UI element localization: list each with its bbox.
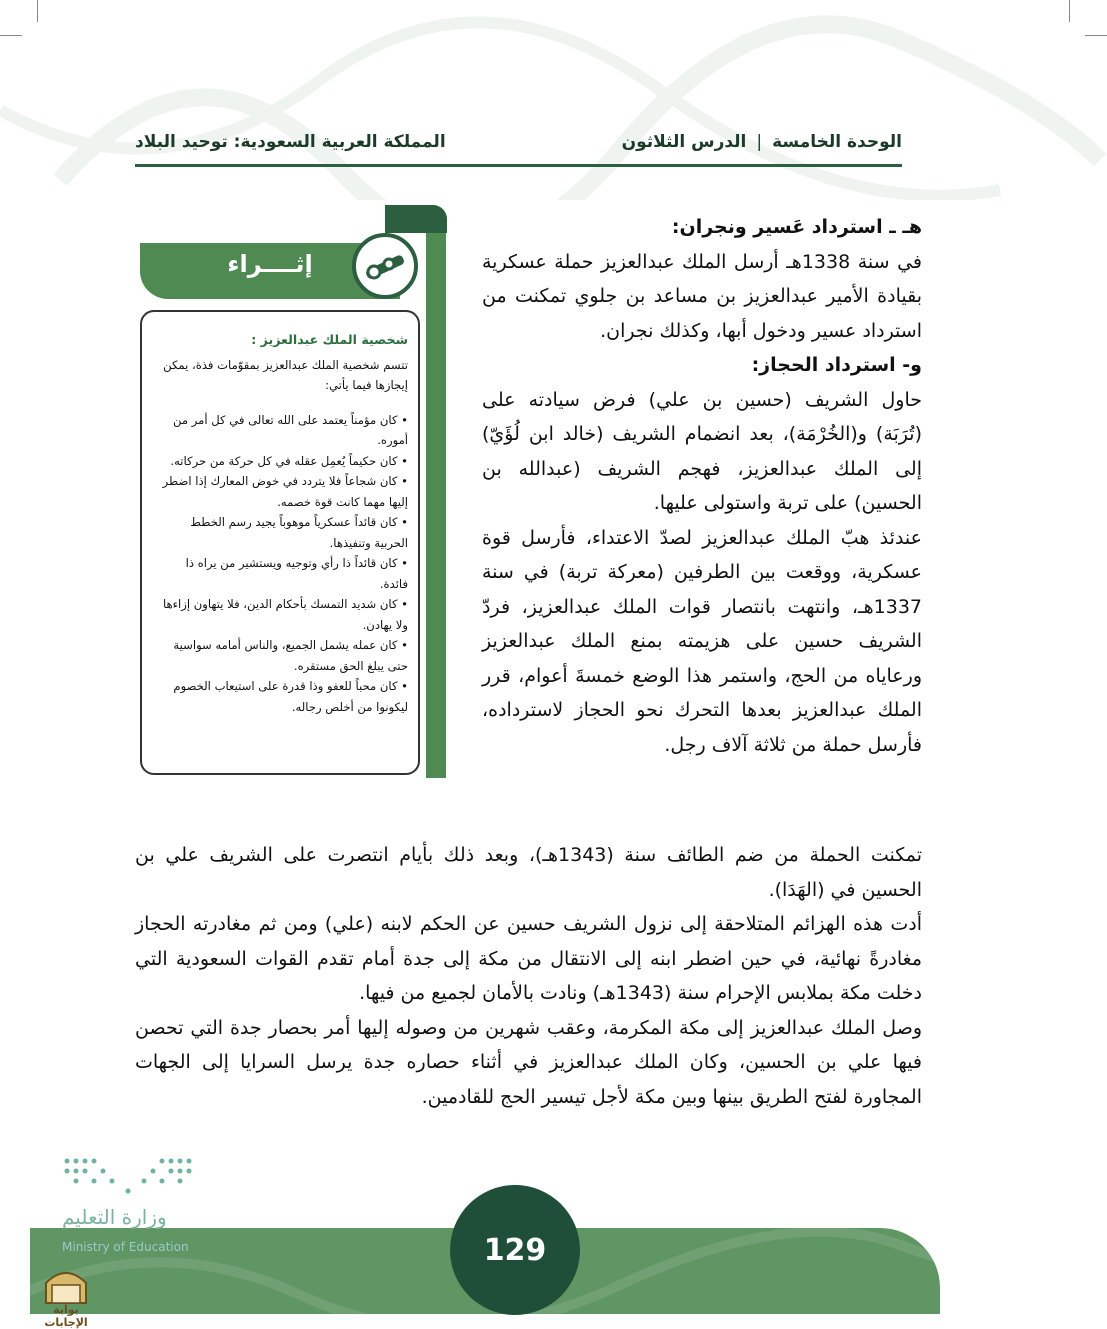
list-item: • كان حكيماً يُعمِل عقله في كل حركة من حركاته. xyxy=(156,451,408,472)
crop-mark xyxy=(37,0,38,22)
paragraph: تمكنت الحملة من ضم الطائف سنة (1343هـ)، وبعد ذلك بأيام انتصرت على الشريف علي بن الحسين في (الهَدَا). xyxy=(135,844,922,901)
enrichment-label: إثــــراء xyxy=(227,250,313,278)
telescope-icon-graphic xyxy=(356,237,414,295)
paragraph: عندئذ هبّ الملك عبدالعزيز لصدّ الاعتداء، فأرسل قوة عسكرية، ووقعت بين الطرفين (معركة تربة) في سنة 1337هـ، وانتهت بانتصار قوات الملك عبدالعزيز، فردّ الشريف حسين على هزيمته بمنع الملك عبدالعزيز ورعاياه من الحج، واستمر هذا الوضع خمسةَ أعوام، قرر الملك عبدالعزيز بعدها التحرك نحو الحجاز لاسترداده، فأرسل حملة من ثلاثة آلاف رجل. xyxy=(482,526,922,756)
enrichment-box xyxy=(140,205,447,780)
list-item: • كان شديد التمسك بأحكام الدين، فلا يتهاون إزاءها ولا يهادن. xyxy=(156,594,408,635)
list-item: • كان محباً للعفو وذا قدرة على استيعاب الخصوم ليكونوا من أخلص رجاله. xyxy=(156,676,408,717)
answers-portal-name: بوابة الإجابات xyxy=(44,1303,88,1329)
header-lesson: الدرس الثلاثون xyxy=(621,132,747,152)
header-unit-lesson xyxy=(622,132,902,152)
ministry-logo-dots xyxy=(62,1155,197,1197)
header-separator: | xyxy=(756,132,763,152)
list-item: • كان قائداً عسكرياً موهوباً يجيد رسم الخطط الحربية وتنفيذها. xyxy=(156,512,408,553)
telescope-icon xyxy=(352,233,418,299)
crop-mark xyxy=(1085,35,1107,36)
page-number xyxy=(450,1185,580,1315)
enrichment-content xyxy=(140,310,420,775)
enrichment-bar-cap xyxy=(385,205,447,233)
header-title: المملكة العربية السعودية: توحيد البلاد xyxy=(135,132,446,152)
page-header xyxy=(135,128,902,167)
ministry-name-en: Ministry of Education xyxy=(62,1240,189,1254)
section-heading-asir: هـ ـ استرداد عَسير ونجران: xyxy=(671,216,922,238)
page-number-text: 129 xyxy=(483,1233,547,1268)
list-item: • كان مؤمناً يعتمد على الله تعالى في كل أمر من أموره. xyxy=(156,410,408,451)
crop-mark xyxy=(0,35,22,36)
enrichment-list xyxy=(156,410,408,718)
list-item: • كان شجاعاً فلا يتردد في خوض المعارك إذا اضطر إليها مهما كانت قوة خصمه. xyxy=(156,471,408,512)
enrichment-title: شخصية الملك عبدالعزيز : xyxy=(251,332,408,347)
paragraph: أدت هذه الهزائم المتلاحقة إلى نزول الشريف حسين عن الحكم لابنه (علي) ومن ثم مغادرته الحجاز مغادرةً نهائية، في حين اضطر ابنه إلى الانتقال من مكة إلى جدة أمام تقدم القوات السعودية التي دخلت مكة بملابس الإحرام سنة (1343هـ) ونادت بالأمان لجميع من فيها. xyxy=(135,913,922,1004)
enrichment-bar xyxy=(426,205,446,778)
header-unit: الوحدة الخامسة xyxy=(772,132,902,152)
crop-mark xyxy=(1069,0,1070,22)
ministry-name: وزارة التعليم xyxy=(62,1205,167,1229)
section-heading-hijaz: و- استرداد الحجاز: xyxy=(751,354,922,376)
main-text xyxy=(482,210,922,762)
paragraph: وصل الملك عبدالعزيز إلى مكة المكرمة، وعقب شهرين من وصوله إليها أمر بحصار جدة التي تحصن فيها علي بن الحسين، وكان الملك عبدالعزيز في أثناء حصاره جدة يرسل السرايا إلى الجهات المجاورة لفتح الطريق بينها وبين مكة لأجل تيسير الحج للقادمين. xyxy=(135,1016,922,1108)
list-item: • كان قائداً ذا رأي وتوجيه ويستشير من يراه ذا فائدة. xyxy=(156,553,408,594)
list-item: • كان عمله يشمل الجميع، والناس أمامه سواسية حتى يبلغ الحق مستقره. xyxy=(156,635,408,676)
paragraph: حاول الشريف (حسين بن علي) فرض سيادته على (تُرَبَة) و(الخُرْمَة)، بعد انضمام الشريف (خالد ابن لُؤَيّ) إلى الملك عبدالعزيز، فهجم الشريف (عبدالله بن الحسين) على تربة واستولى عليها. xyxy=(482,388,922,514)
enrichment-intro: تتسم شخصية الملك عبدالعزيز بمقوّمات فذة، يمكن إيجازها فيما يأتي: xyxy=(163,357,408,392)
full-width-text xyxy=(135,838,922,1114)
paragraph: في سنة 1338هـ أرسل الملك عبدالعزيز حملة عسكرية بقيادة الأمير عبدالعزيز بن مساعد بن جلوي تمكنت من استرداد عسير ودخول أبها، وكذلك نجران. xyxy=(482,250,922,342)
calligraphy-watermark-top xyxy=(0,0,1107,200)
